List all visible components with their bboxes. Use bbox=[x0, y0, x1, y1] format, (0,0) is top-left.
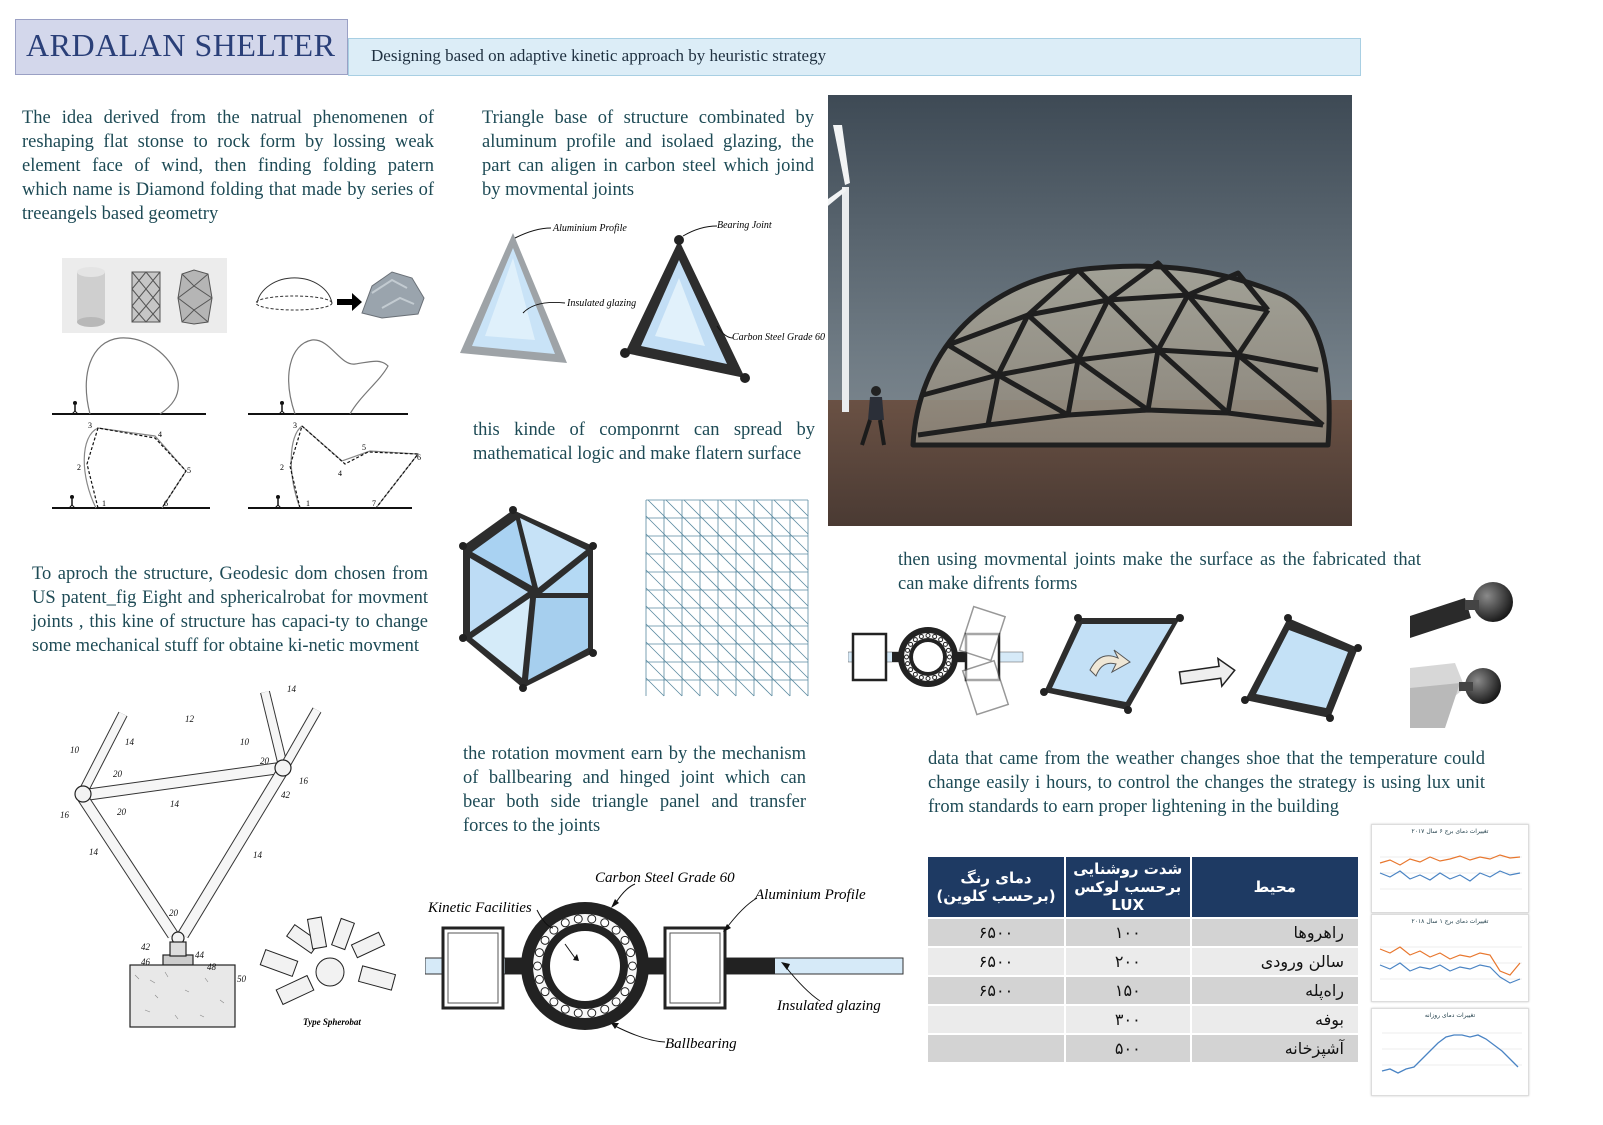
arrow-right-icon bbox=[1178, 656, 1236, 691]
strut bbox=[83, 714, 123, 792]
chart-lines bbox=[1372, 925, 1528, 995]
cell-space: سالن ورودی bbox=[1191, 947, 1359, 976]
sketch-number: 1 bbox=[306, 499, 310, 508]
patent-number: 14 bbox=[89, 847, 98, 857]
ball-joint bbox=[275, 760, 291, 776]
table-row bbox=[927, 1005, 1359, 1034]
joint-node bbox=[740, 373, 750, 383]
chart-lines bbox=[1372, 835, 1528, 905]
arrow-right-icon bbox=[337, 293, 362, 311]
aluminium-triangle bbox=[460, 233, 567, 363]
patent-number: 14 bbox=[253, 850, 262, 860]
ball-joint-renders bbox=[1405, 578, 1515, 738]
insulated-glazing-large-label: Insulated glazing bbox=[777, 998, 881, 1014]
aluminium-profile-label: Aluminium Profile bbox=[553, 223, 627, 234]
cell-temp: ۶۵۰۰ bbox=[927, 918, 1065, 947]
sketch-number: 2 bbox=[77, 463, 81, 472]
sketch-number: 7 bbox=[372, 499, 376, 508]
ballbearing-detail bbox=[425, 866, 905, 1056]
cell-space: بوفه bbox=[1191, 1005, 1359, 1034]
person-icon bbox=[275, 495, 281, 508]
chart-title: تغییرات دمای برج ۶ سال ۲۰۱۷ bbox=[1411, 828, 1489, 835]
foundation-block bbox=[130, 965, 235, 1027]
patent-number: 48 bbox=[207, 962, 216, 972]
chart-lines bbox=[1372, 1019, 1528, 1089]
idea-paragraph: The idea derived from the natrual phenomenen of reshaping flat stonse to rock form by lossing weak element face of wind, then finding folding patern which name is Diamond folding that made by series of treeangels based geometry bbox=[22, 108, 434, 224]
lux-table bbox=[926, 855, 1360, 1064]
person-icon bbox=[72, 401, 78, 414]
page-subtitle: Designing based on adaptive kinetic approach by heuristic strategy bbox=[371, 46, 827, 65]
sketch-number: 4 bbox=[158, 430, 162, 439]
weather-paragraph: data that came from the weather changes shoe that the temperature could change easily i hours, to control the changes the strategy is using lux unit from standards to earn proper lightening in the building bbox=[928, 749, 1485, 817]
cell-lux: ۱۰۰ bbox=[1065, 918, 1191, 947]
patent-number: 20 bbox=[113, 769, 122, 779]
patent-number: 14 bbox=[287, 684, 296, 694]
strut bbox=[285, 710, 317, 766]
title-box bbox=[15, 19, 348, 75]
ball-joint bbox=[75, 786, 91, 802]
sketch-number: 5 bbox=[187, 466, 191, 475]
sketch-number: 3 bbox=[88, 421, 92, 430]
person-icon bbox=[69, 495, 75, 508]
sketch-number: 2 bbox=[280, 463, 284, 472]
temperature-chart-2017 bbox=[1371, 824, 1529, 913]
patent-number: 42 bbox=[141, 942, 150, 952]
stone-reshaping-illustration bbox=[62, 258, 437, 338]
sketch-number: 3 bbox=[293, 421, 297, 430]
cell-temp: ۶۵۰۰ bbox=[927, 947, 1065, 976]
patent-number: 14 bbox=[125, 737, 134, 747]
joint-node bbox=[620, 348, 630, 358]
patent-number: 42 bbox=[281, 790, 290, 800]
approach-paragraph: To aproch the structure, Geodesic dom chosen from US patent_fig Eight and sphericalrobat for movment joints , this kine of structure has capaci-ty to change some mechanical stuff for obtaine ki-netic movment bbox=[32, 564, 428, 656]
table-row bbox=[927, 947, 1359, 976]
panel-transform-sequence bbox=[1040, 610, 1370, 722]
cell-temp bbox=[927, 1005, 1065, 1034]
sketch-number: 6 bbox=[164, 499, 168, 508]
folded-cylinder bbox=[178, 270, 212, 324]
table-row bbox=[927, 918, 1359, 947]
spherobat-drawing bbox=[258, 910, 408, 1035]
chart-title: تغییرات دمای روزانه bbox=[1424, 1012, 1476, 1019]
patent-number: 10 bbox=[240, 737, 249, 747]
cell-space: راهروها bbox=[1191, 918, 1359, 947]
carbon-steel-label: Carbon Steel Grade 60 bbox=[732, 332, 826, 343]
subtitle-box bbox=[348, 38, 1361, 76]
patent-number: 44 bbox=[195, 950, 204, 960]
header-color-temp: دمای رنگ (برحسب کلوین) bbox=[927, 856, 1065, 918]
shelter-render bbox=[828, 95, 1352, 526]
patent-number: 14 bbox=[170, 799, 179, 809]
table-row bbox=[927, 1034, 1359, 1063]
temperature-chart-2018 bbox=[1371, 914, 1529, 1002]
cell-temp bbox=[927, 1034, 1065, 1063]
joints-paragraph: then using movmental joints make the surface as the fabricated that can make difrents forms bbox=[898, 550, 1421, 594]
patent-number: 50 bbox=[237, 974, 246, 984]
patent-number: 16 bbox=[299, 776, 308, 786]
rock-illustration bbox=[362, 272, 424, 318]
panel-spread-diagram bbox=[458, 498, 818, 698]
person-icon bbox=[279, 401, 285, 414]
patent-number: 20 bbox=[169, 908, 178, 918]
patent-number: 46 bbox=[141, 957, 150, 967]
type-spherobat-label: Type Spherobat bbox=[303, 1017, 361, 1027]
sketch-number: 1 bbox=[102, 499, 106, 508]
patent-number: 16 bbox=[60, 810, 69, 820]
aluminium-profile-large-label: Aluminium Profile bbox=[755, 887, 866, 903]
triangle-component-diagram bbox=[455, 218, 835, 388]
hexagon-panel bbox=[459, 506, 597, 692]
strut bbox=[83, 798, 173, 935]
table-row bbox=[927, 976, 1359, 1005]
cell-space: راه‌پله bbox=[1191, 976, 1359, 1005]
cell-lux: ۳۰۰ bbox=[1065, 1005, 1191, 1034]
cell-lux: ۵۰۰ bbox=[1065, 1034, 1191, 1063]
spread-paragraph: this kinde of componrnt can spread by mathematical logic and make flatern surface bbox=[473, 420, 815, 464]
kinetic-facilities-label: Kinetic Facilities bbox=[428, 900, 532, 916]
cell-lux: ۱۵۰ bbox=[1065, 976, 1191, 1005]
cell-lux: ۲۰۰ bbox=[1065, 947, 1191, 976]
sketch-number: 5 bbox=[362, 443, 366, 452]
patent-number: 12 bbox=[185, 714, 194, 724]
page-title: ARDALAN SHELTER bbox=[26, 27, 336, 63]
hemisphere-sketch bbox=[256, 278, 332, 310]
bearing-joint-label: Bearing Joint bbox=[717, 220, 772, 231]
diamond-cylinder bbox=[132, 272, 160, 322]
folding-profile-sketches bbox=[50, 336, 440, 516]
chart-title: تغییرات دمای برج ۱ سال ۲۰۱۸ bbox=[1411, 918, 1489, 925]
carbon-steel-large-label: Carbon Steel Grade 60 bbox=[595, 870, 735, 886]
patent-number: 20 bbox=[117, 807, 126, 817]
patent-number: 10 bbox=[70, 745, 79, 755]
plain-cylinder bbox=[77, 267, 105, 327]
triangular-grid bbox=[646, 500, 808, 696]
triangle-paragraph: Triangle base of structure combinated by aluminum profile and isolaed glazing, the part can aligen in carbon steel which joind by movmental joints bbox=[482, 108, 814, 200]
rotation-paragraph: the rotation movment earn by the mechanism of ballbearing and hinged joint which can bear both side triangle panel and transfer forces to the joints bbox=[463, 744, 806, 836]
daily-temperature-chart bbox=[1371, 1008, 1529, 1096]
strut bbox=[265, 692, 283, 766]
cell-space: آشپزخانه bbox=[1191, 1034, 1359, 1063]
ballbearing-label: Ballbearing bbox=[665, 1036, 737, 1052]
header-lux: شدت روشنایی برحسب لوکس LUX bbox=[1065, 856, 1191, 918]
joint-node bbox=[674, 235, 684, 245]
cell-temp: ۶۵۰۰ bbox=[927, 976, 1065, 1005]
sketch-number: 4 bbox=[338, 469, 342, 478]
insulated-glazing-label: Insulated glazing bbox=[567, 298, 637, 309]
sketch-number: 6 bbox=[417, 453, 421, 462]
patent-number: 20 bbox=[260, 756, 269, 766]
carbon-steel-triangle bbox=[620, 235, 750, 383]
header-space: محیط bbox=[1191, 856, 1359, 918]
